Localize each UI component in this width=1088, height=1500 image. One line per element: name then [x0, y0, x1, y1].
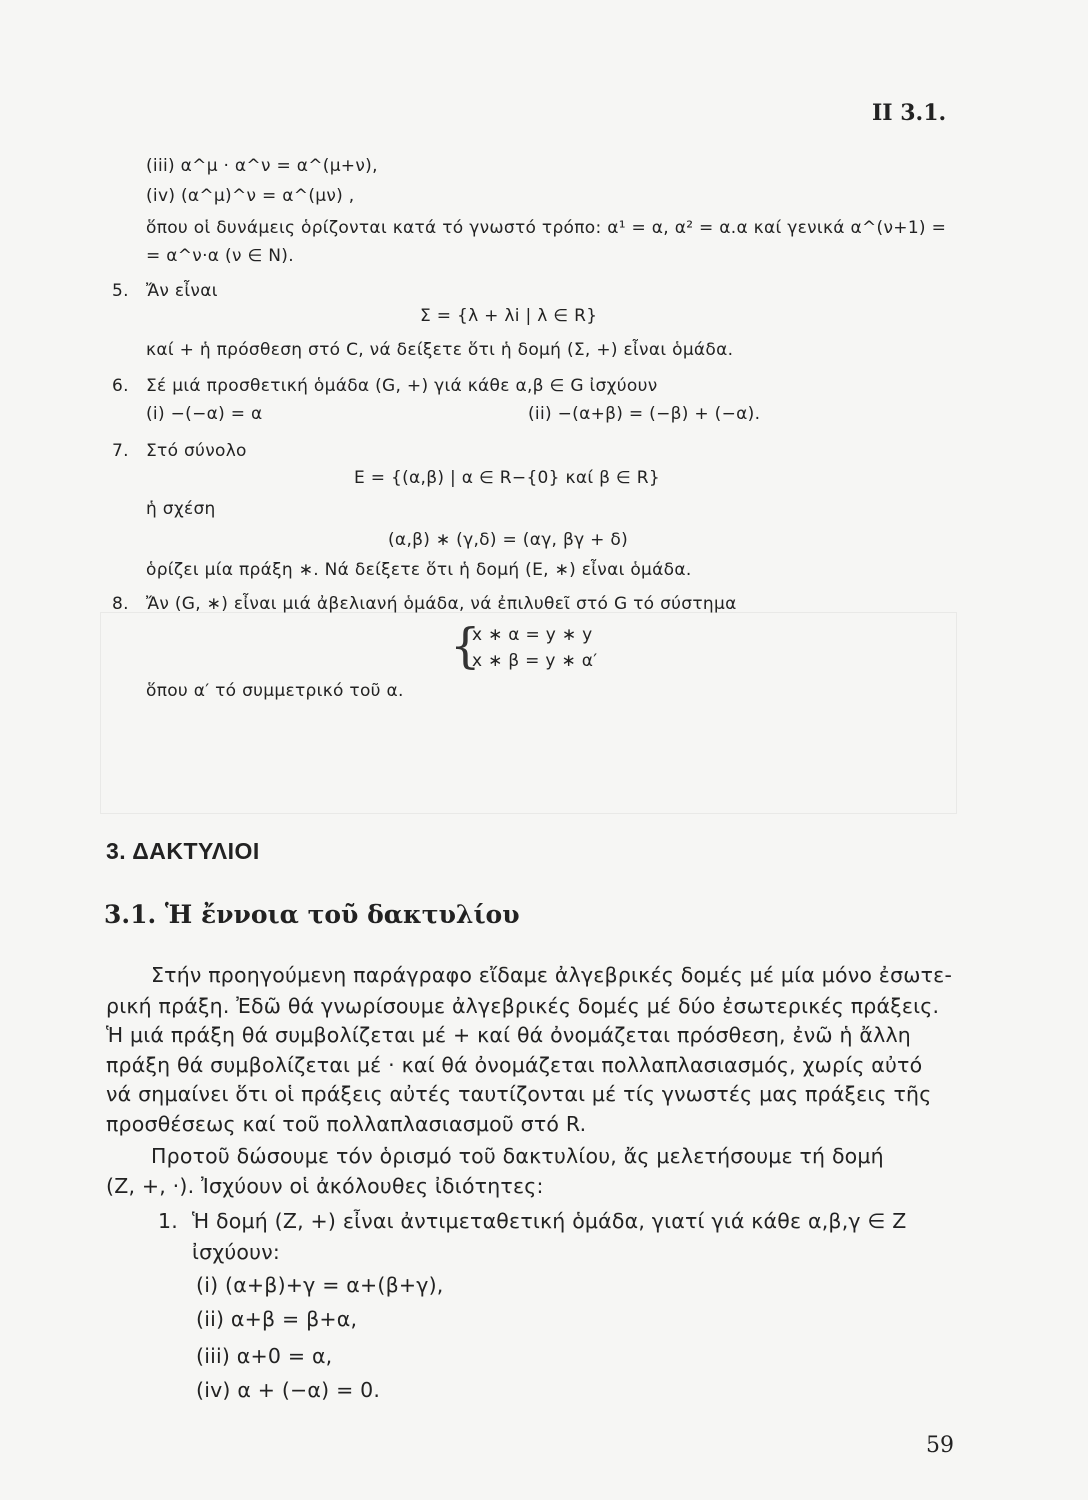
paragraph-1-line-2: ρική πράξη. Ἐδῶ θά γνωρίσουμε ἀλγεβρικές δομές μέ δύο ἐσωτερικές πράξεις. [106, 994, 940, 1018]
exercise-8-equation-1: x ∗ α = y ∗ y [472, 625, 593, 645]
exercise-7-text: Στό σύνολο [146, 441, 247, 461]
exercise-4-where: ὅπου οἱ δυνάμεις ὁρίζονται κατά τό γνωστό τρόπο: α¹ = α, α² = α.α καί γενικά α^(ν+1) = [146, 218, 947, 238]
item-1-line-1: Ἡ δομή (Z, +) εἶναι ἀντιμεταθετική ὁμάδα, γιατί γιά κάθε α,β,γ ∈ Z [192, 1209, 907, 1233]
paragraph-1-line-5: νά σημαίνει ὅτι οἱ πράξεις αὐτές ταυτίζονται μέ τίς γνωστές μας πράξεις τῆς [106, 1082, 932, 1106]
item-1-line-2: ἰσχύουν: [192, 1240, 280, 1264]
exercise-8-where: ὅπου α′ τό συμμετρικό τοῦ α. [146, 681, 404, 701]
paragraph-2-line-2: (Z, +, ·). Ἰσχύουν οἱ ἀκόλουθες ἰδιότητες: [106, 1174, 544, 1198]
exercise-4-iv: (iv) (α^μ)^ν = α^(μν) , [146, 186, 355, 206]
property-ii: (ii) α+β = β+α, [196, 1307, 358, 1331]
property-i: (i) (α+β)+γ = α+(β+γ), [196, 1273, 444, 1297]
paragraph-1-line-1: Στήν προηγούμενη παράγραφο εἴδαμε ἀλγεβρικές δομές μέ μία μόνο ἐσωτε- [151, 963, 953, 987]
exercise-7-set: E = {(α,β) | α ∈ R−{0} καί β ∈ R} [354, 468, 660, 488]
exercise-6-number: 6. [112, 376, 129, 396]
exercise-7-operation: (α,β) ∗ (γ,δ) = (αγ, βγ + δ) [388, 530, 629, 550]
exercise-8-equation-2: x ∗ β = y ∗ α′ [472, 651, 598, 671]
paragraph-2-line-1: Προτοῦ δώσουμε τόν ὁρισμό τοῦ δακτυλίου, ἄς μελετήσουμε τή δομή [151, 1144, 884, 1168]
exercise-8-text: Ἄν (G, ∗) εἶναι μιά ἀβελιανή ὁμάδα, νά ἐπιλυθεῖ στό G τό σύστημα [146, 594, 737, 614]
section-reference-header: II 3.1. [872, 100, 947, 126]
item-1-number: 1. [158, 1209, 178, 1233]
exercise-7-number: 7. [112, 441, 129, 461]
exercise-8-number: 8. [112, 594, 129, 614]
exercise-5-number: 5. [112, 281, 129, 301]
section-title: 3. ΔΑΚΤΥΛΙΟΙ [106, 838, 260, 864]
exercise-7-statement: ὁρίζει μία πράξη ∗. Νά δείξετε ὅτι ἡ δομή (E, ∗) εἶναι ὁμάδα. [146, 560, 692, 580]
property-iv: (iv) α + (−α) = 0. [196, 1378, 381, 1402]
paragraph-1-line-3: Ἡ μιά πράξη θά συμβολίζεται μέ + καί θά ὀνομάζεται πρόσθεση, ἐνῶ ἡ ἄλλη [106, 1023, 911, 1047]
exercise-4-where-cont: = α^ν·α (ν ∈ N). [146, 246, 294, 266]
exercise-6-i: (i) −(−α) = α [146, 404, 263, 424]
exercise-6-ii: (ii) −(α+β) = (−β) + (−α). [528, 404, 761, 424]
property-iii: (iii) α+0 = α, [196, 1344, 333, 1368]
exercise-5-formula: Σ = {λ + λi | λ ∈ R} [420, 306, 598, 326]
exercise-5-text: Ἄν εἶναι [146, 281, 218, 301]
exercise-5-statement: καί + ἡ πρόσθεση στό C, νά δείξετε ὅτι ἡ δομή (Σ, +) εἶναι ὁμάδα. [146, 340, 734, 360]
paragraph-1-line-4: πράξη θά συμβολίζεται μέ · καί θά ὀνομάζεται πολλαπλασιασμός, χωρίς αὐτό [106, 1053, 923, 1077]
system-brace: { [450, 618, 481, 674]
paragraph-1-line-6: προσθέσεως καί τοῦ πολλαπλασιασμοῦ στό R. [106, 1112, 587, 1136]
page-number: 59 [926, 1433, 954, 1458]
exercise-4-iii: (iii) α^μ · α^ν = α^(μ+ν), [146, 156, 378, 176]
exercise-7-relation: ἡ σχέση [146, 499, 216, 519]
exercise-6-text: Σέ μιά προσθετική ὁμάδα (G, +) γιά κάθε α,β ∈ G ἰσχύουν [146, 376, 658, 396]
subsection-title: 3.1. Ἡ ἔννοια τοῦ δακτυλίου [104, 900, 520, 929]
